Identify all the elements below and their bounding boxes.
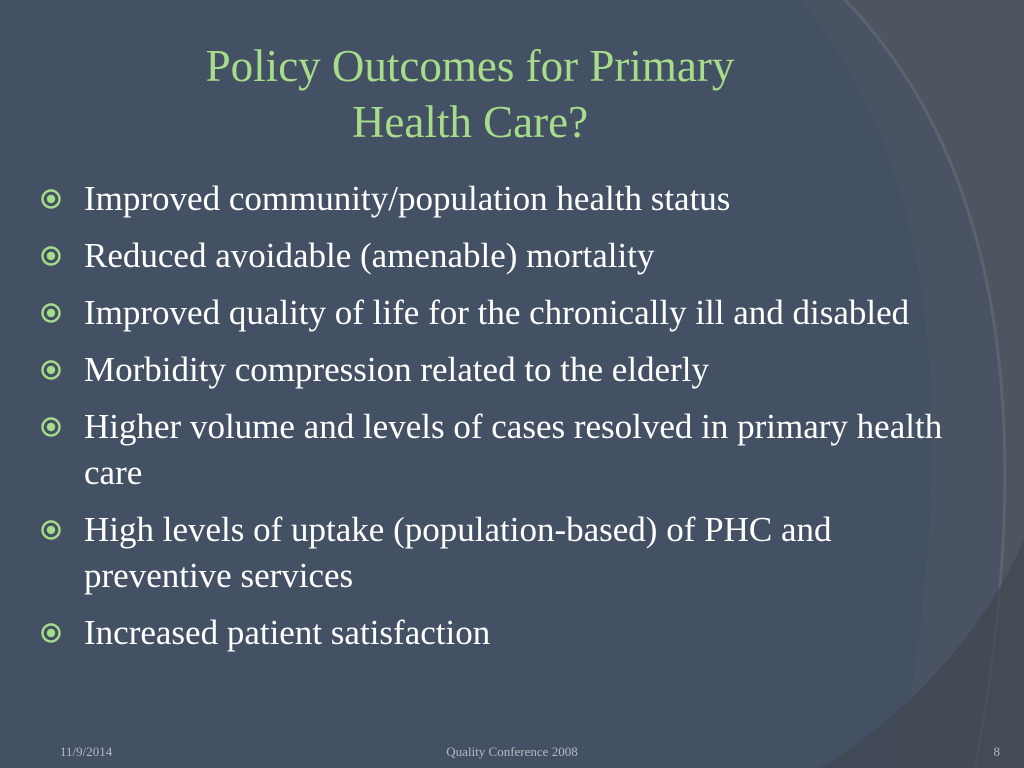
circled-dot-icon [40, 245, 62, 267]
slide-title [100, 38, 840, 150]
bullet-text: Reduced avoidable (amenable) mortality [84, 236, 655, 275]
bullet-text: High levels of uptake (population-based) of PHC and preventive services [84, 510, 832, 595]
footer-conference: Quality Conference 2008 [446, 744, 578, 759]
circled-dot-icon [40, 519, 62, 541]
bullet-list [38, 176, 978, 667]
bullet-item [38, 507, 978, 599]
footer-page-number: 8 [993, 744, 1000, 759]
bullet-item [38, 610, 978, 656]
bullet-text: Higher volume and levels of cases resolved in primary health care [84, 407, 943, 492]
circled-dot-icon [40, 416, 62, 438]
circled-dot-icon [40, 359, 62, 381]
bullet-item [38, 347, 978, 393]
slide-title-line-2: Health Care? [351, 97, 589, 147]
circled-dot-icon [40, 188, 62, 210]
bullet-text: Improved community/population health status [84, 179, 731, 218]
bullet-text: Increased patient satisfaction [84, 613, 491, 652]
bullet-item [38, 404, 978, 496]
circled-dot-icon [40, 622, 62, 644]
bullet-item [38, 233, 978, 279]
bullet-item [38, 176, 978, 222]
footer-date: 11/9/2014 [60, 744, 113, 759]
bullet-item [38, 290, 978, 336]
circled-dot-icon [40, 302, 62, 324]
slide-title-line-1: Policy Outcomes for Primary [205, 41, 735, 91]
bullet-text: Morbidity compression related to the elderly [84, 350, 709, 389]
bullet-text: Improved quality of life for the chronically ill and disabled [84, 293, 910, 332]
